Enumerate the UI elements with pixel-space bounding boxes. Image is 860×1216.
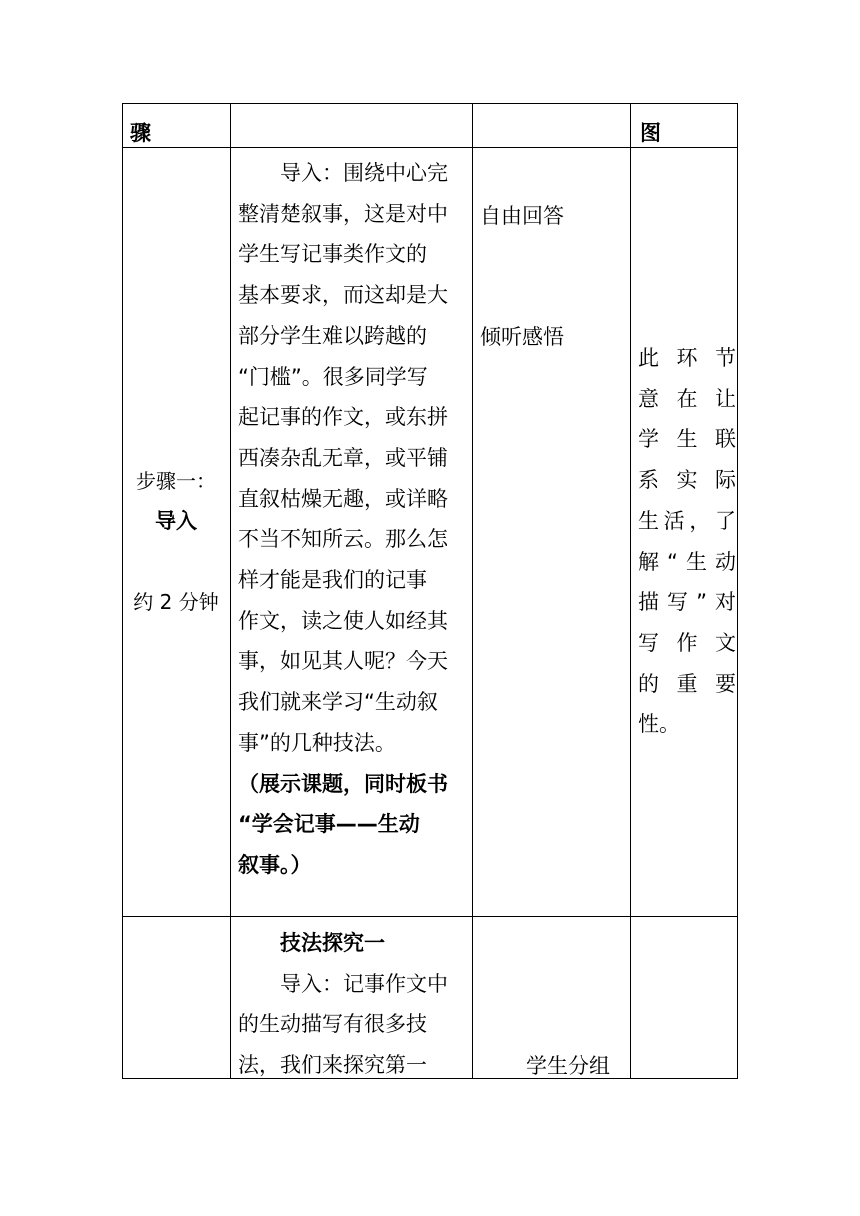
intent-line: 意在让: [638, 386, 736, 411]
intent-line: 解“生动: [638, 549, 736, 574]
teacher-line: 导入：记事作文中: [280, 971, 448, 996]
step-title: 导入: [155, 509, 197, 533]
teacher-line: 样才能是我们的记事: [238, 568, 427, 593]
teacher-bold-line: “学会记事——生动: [238, 812, 420, 837]
design-intent-text: [638, 338, 736, 745]
teacher-bold-line: 叙事。）: [238, 852, 312, 877]
teacher-line: 整清楚叙事，这是对中: [238, 201, 448, 226]
teacher-line: 不当不知所云。那么怎: [238, 527, 448, 552]
table-col-divider: [472, 103, 473, 1079]
intent-line: 写作文: [638, 630, 736, 655]
intent-line: 学生联: [638, 427, 736, 452]
teacher-line: 部分学生难以跨越的: [238, 323, 427, 348]
teacher-line: 导入：围绕中心完: [280, 161, 448, 185]
teacher-line: “门槛”。很多同学写: [238, 364, 428, 389]
teacher-line: 我们就来学习“生动叙: [238, 690, 438, 715]
table-col-divider: [630, 103, 631, 1079]
table-col-divider: [230, 103, 231, 1079]
intent-line: 性。: [638, 712, 680, 737]
teacher-line: 西凑杂乱无章，或平铺: [238, 445, 448, 470]
step-duration: 约 2 分钟: [133, 590, 219, 614]
teacher-bold-line: （展示课题，同时板书: [238, 771, 448, 796]
intent-line: 描写”对: [638, 590, 736, 615]
teacher-line: 学生写记事类作文的: [238, 242, 427, 267]
teacher-activity-text: [238, 153, 468, 886]
table-border-right: [737, 103, 738, 1079]
teacher-activity-text-2: [238, 923, 468, 1086]
table-row-divider: [122, 916, 738, 917]
technique-title: 技法探究一: [280, 931, 385, 955]
student-activity-group: 学生分组: [526, 1054, 610, 1078]
intent-line: 此环节: [638, 346, 736, 370]
teacher-line: 的生动描写有很多技: [238, 1012, 427, 1037]
intent-line: 系实际: [638, 468, 736, 493]
header-cell-step: 骤: [130, 121, 151, 145]
table-row-divider: [122, 147, 738, 148]
teacher-line: 事”的几种技法。: [238, 730, 396, 755]
teacher-line: 法，我们来探究第一: [238, 1053, 427, 1078]
lesson-plan-table: [122, 103, 738, 1079]
intent-line: 的重要: [638, 671, 736, 696]
teacher-line: 起记事的作文，或东拼: [238, 405, 448, 430]
teacher-line: 作文，读之使人如经其: [238, 608, 448, 633]
student-activity-listen: 倾听感悟: [480, 325, 564, 349]
intent-line: 生活，了: [638, 508, 736, 533]
header-cell-intent: 图: [640, 121, 661, 145]
step-label: 步骤一：: [136, 469, 216, 493]
student-activity-answer: 自由回答: [480, 204, 564, 228]
teacher-line: 直叙枯燥无趣，或详略: [238, 486, 448, 511]
teacher-line: 基本要求，而这却是大: [238, 283, 448, 308]
teacher-line: 事，如见其人呢？今天: [238, 649, 448, 674]
table-border-top: [122, 103, 738, 104]
